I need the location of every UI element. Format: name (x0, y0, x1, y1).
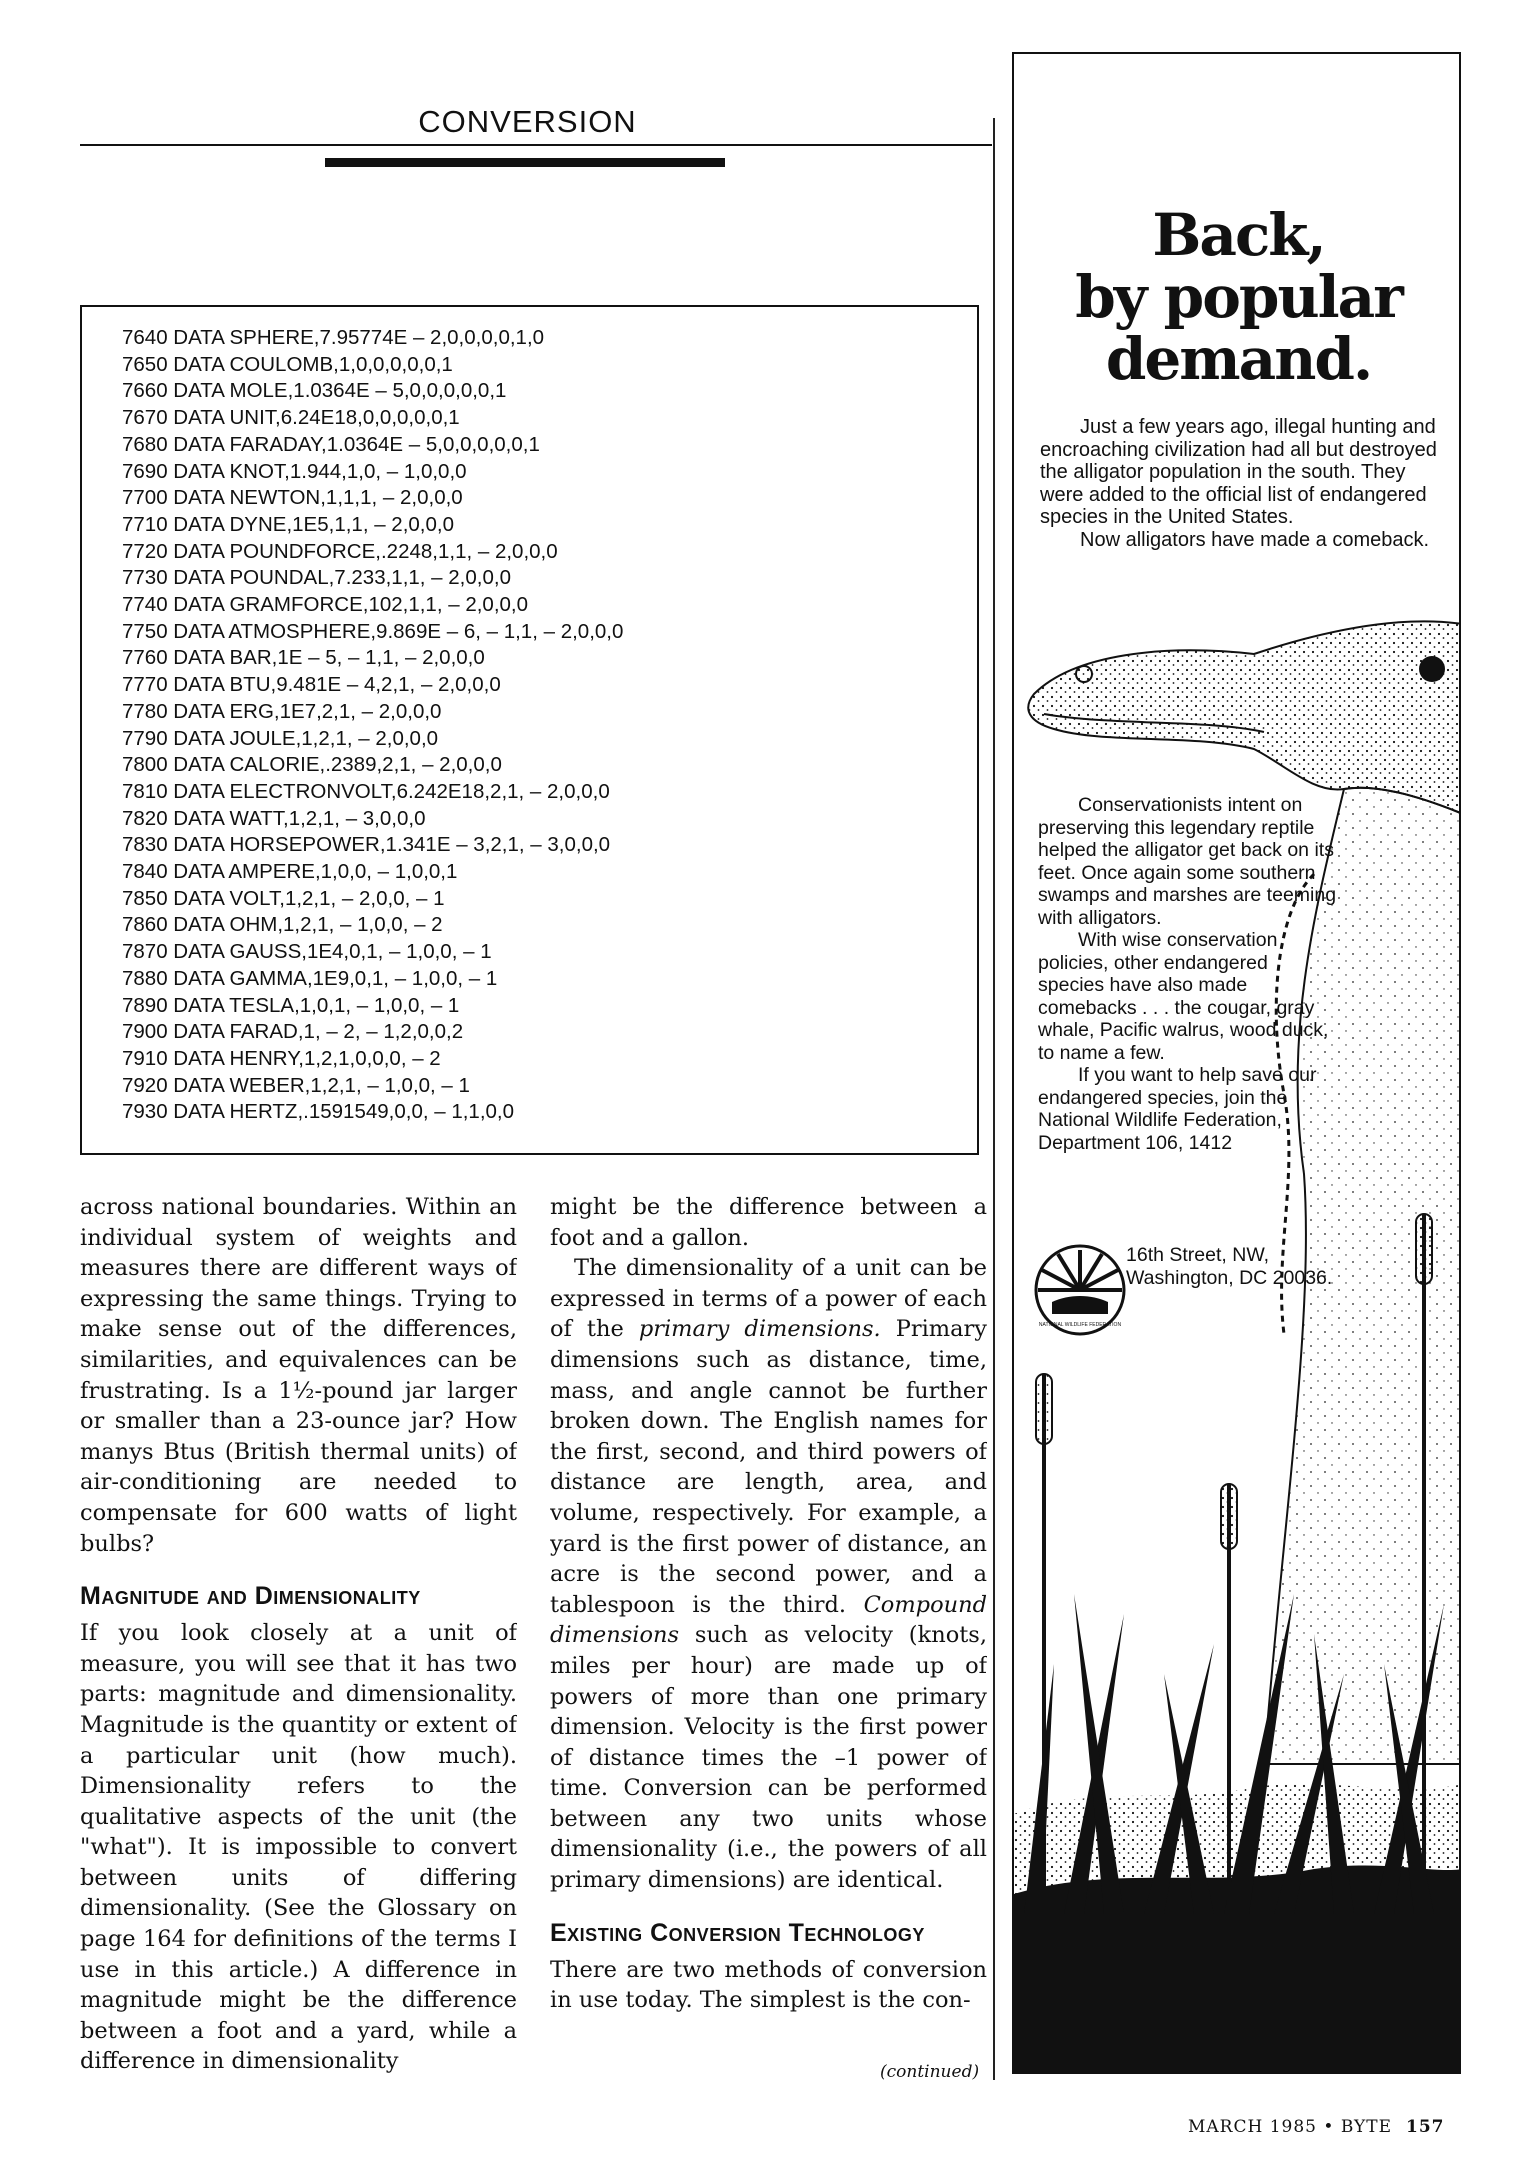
listing-line: 7650 DATA COULOMB,1,0,0,0,0,0,1 (122, 352, 453, 376)
listing-line: 7790 DATA JOULE,1,2,1, – 2,0,0,0 (122, 726, 439, 750)
ad-paragraph: Now alligators have made a comeback. (1080, 528, 1430, 551)
listing-line: 7810 DATA ELECTRONVOLT,6.242E18,2,1, – 2,0,0,0 (122, 779, 610, 803)
section-title: CONVERSION (418, 104, 637, 139)
article-paragraph: If you look closely at a unit of measure, you will see that it has two parts: magnitude and dimensionality. Magnitude is the quantity or extent of a particular unit (how much). Dimensionality refers to the qualitative aspects of the unit (the "what"). It is impossible to convert between units of differing dimensionality. (See the Glossary on page 164 for definitions of the terms I use in this article.) A difference in magnitude might be the difference between a foot and a yard, while a difference in dimensionality (80, 1620, 517, 2075)
alligator-eye (1419, 656, 1445, 682)
article-column-middle (550, 1192, 987, 2062)
term-compound-dimensions: Compound dimensions (550, 1591, 987, 1649)
page-number: 157 (1405, 2117, 1445, 2137)
text-run: Primary dimensions such as distance, time, mass, and angle cannot be further broken down. The English names for the first, second, and third powers of distance are length, area, and volume, respectively. For example, a yard is the first power of distance, an acre is the second power, and a tablespoon is the third. (550, 1316, 987, 1618)
listing-line: 7910 DATA HENRY,1,2,1,0,0,0, – 2 (122, 1046, 441, 1070)
listing-line: 7690 DATA KNOT,1.944,1,0, – 1,0,0,0 (122, 459, 467, 483)
listing-line: 7760 DATA BAR,1E – 5, – 1,1, – 2,0,0,0 (122, 646, 485, 670)
article-paragraph: might be the difference between a foot and a gallon. (550, 1194, 987, 1251)
ad-headline (1014, 201, 1461, 393)
issue-line: MARCH 1985 • BYTE (1188, 2117, 1392, 2137)
logo-text: NATIONAL WILDLIFE FEDERATION (1038, 1322, 1122, 1328)
ad-paragraph: If you want to help save our endangered species, join the National Wildlife Federation, Department 106, 1412 (1038, 1064, 1317, 1154)
alligator-head (1028, 621, 1461, 814)
listing-line: 7780 DATA ERG,1E7,2,1, – 2,0,0,0 (122, 699, 442, 723)
listing-line: 7710 DATA DYNE,1E5,1,1, – 2,0,0,0 (122, 512, 454, 536)
ad-address: 16th Street, NW, Washington, DC 20036. (1126, 1244, 1333, 1289)
listing-line: 7750 DATA ATMOSPHERE,9.869E – 6, – 1,1, – 2,0,0,0 (122, 619, 624, 643)
ad-body-text (1038, 794, 1338, 1154)
listing-line: 7680 DATA FARADAY,1.0364E – 5,0,0,0,0,0,1 (122, 432, 540, 456)
listing-line: 7700 DATA NEWTON,1,1,1, – 2,0,0,0 (122, 486, 463, 510)
listing-line: 7900 DATA FARAD,1, – 2, – 1,2,0,0,2 (122, 1020, 464, 1044)
header-rule (80, 144, 992, 146)
section-heading-magnitude: Magnitude and Dimensionality (80, 1582, 421, 1611)
listing-line: 7860 DATA OHM,1,2,1, – 1,0,0, – 2 (122, 913, 443, 937)
page-footer (1188, 2117, 1444, 2137)
ad-intro-text (1040, 416, 1450, 551)
ad-headline-line: demand. (1105, 325, 1372, 393)
header-bar (325, 158, 725, 167)
ad-headline-line: by popular (1075, 263, 1402, 331)
article-paragraph: across national boundaries. Within an individual system of weights and measures there are different ways of expressing the same things. Trying to make sense out of the differences, similarities, and equivalences can be frustrating. Is a 1½-pound jar larger or smaller than a 23-ounce jar? How manys Btus (British thermal units) of air-conditioning are needed to compensate for 600 watts of light bulbs? (80, 1194, 517, 1557)
article-column-left (80, 1192, 517, 2077)
listing-line: 7730 DATA POUNDAL,7.233,1,1, – 2,0,0,0 (122, 566, 511, 590)
listing-line: 7770 DATA BTU,9.481E – 4,2,1, – 2,0,0,0 (122, 673, 501, 697)
listing-line: 7920 DATA WEBER,1,2,1, – 1,0,0, – 1 (122, 1073, 470, 1097)
listing-line: 7640 DATA SPHERE,7.95774E – 2,0,0,0,0,1,0 (122, 326, 545, 349)
listing-line: 7880 DATA GAMMA,1E9,0,1, – 1,0,0, – 1 (122, 966, 498, 990)
column-divider (993, 118, 995, 2080)
ad-paragraph: Just a few years ago, illegal hunting and encroaching civilization had all but destroyed the alligator population in the south. They were added to the official list of endangered species in the United States. (1040, 416, 1437, 528)
text-run: The dimensionality of a unit can be expressed in terms of a power of each of the (550, 1255, 987, 1343)
listing-line: 7850 DATA VOLT,1,2,1, – 2,0,0, – 1 (122, 886, 445, 910)
program-listing (80, 305, 979, 1155)
listing-line: 7670 DATA UNIT,6.24E18,0,0,0,0,0,1 (122, 406, 460, 430)
ad-paragraph: Conservationists intent on preserving this legendary reptile helped the alligator get back on its feet. Once again some southern swamps and marshes are teeming with alligators. (1038, 794, 1337, 929)
listing-line: 7840 DATA AMPERE,1,0,0, – 1,0,0,1 (122, 860, 458, 884)
article-paragraph (550, 1253, 987, 1895)
listing-line: 7740 DATA GRAMFORCE,102,1,1, – 2,0,0,0 (122, 593, 529, 617)
article-paragraph: There are two methods of conversion in use today. The simplest is the con- (550, 1956, 987, 2014)
listing-line: 7720 DATA POUNDFORCE,.2248,1,1, – 2,0,0,0 (122, 539, 558, 563)
listing-lines (122, 325, 977, 1126)
term-primary-dimensions: primary dimensions. (638, 1316, 881, 1343)
wildlife-federation-logo (1034, 1244, 1126, 1336)
listing-line: 7800 DATA CALORIE,.2389,2,1, – 2,0,0,0 (122, 753, 502, 777)
listing-line: 7890 DATA TESLA,1,0,1, – 1,0,0, – 1 (122, 993, 460, 1017)
listing-line: 7660 DATA MOLE,1.0364E – 5,0,0,0,0,0,1 (122, 379, 507, 403)
wildlife-federation-ad (1012, 52, 1461, 2074)
continued-note: (continued) (880, 2062, 980, 2082)
ad-headline-line: Back, (1152, 201, 1325, 269)
listing-line: 7870 DATA GAUSS,1E4,0,1, – 1,0,0, – 1 (122, 940, 492, 964)
ad-paragraph: With wise conservation policies, other endangered species have also made comebacks . . . the cougar, gray whale, Pacific walrus, wood duck, to name a few. (1038, 929, 1329, 1064)
section-heading-existing-technology: Existing Conversion Technology (550, 1918, 925, 1947)
listing-line: 7930 DATA HERTZ,.1591549,0,0, – 1,1,0,0 (122, 1100, 515, 1124)
listing-line: 7820 DATA WATT,1,2,1, – 3,0,0,0 (122, 806, 426, 830)
text-run: such as velocity (knots, miles per hour) are made up of powers of more than one primary dimension. Velocity is the first power of distance times the –1 power of time. Conversion can be performed between any two units whose dimensionality (i.e., the powers of all primary dimensions) are identical. (550, 1622, 987, 1894)
listing-line: 7830 DATA HORSEPOWER,1.341E – 3,2,1, – 3,0,0,0 (122, 833, 611, 857)
